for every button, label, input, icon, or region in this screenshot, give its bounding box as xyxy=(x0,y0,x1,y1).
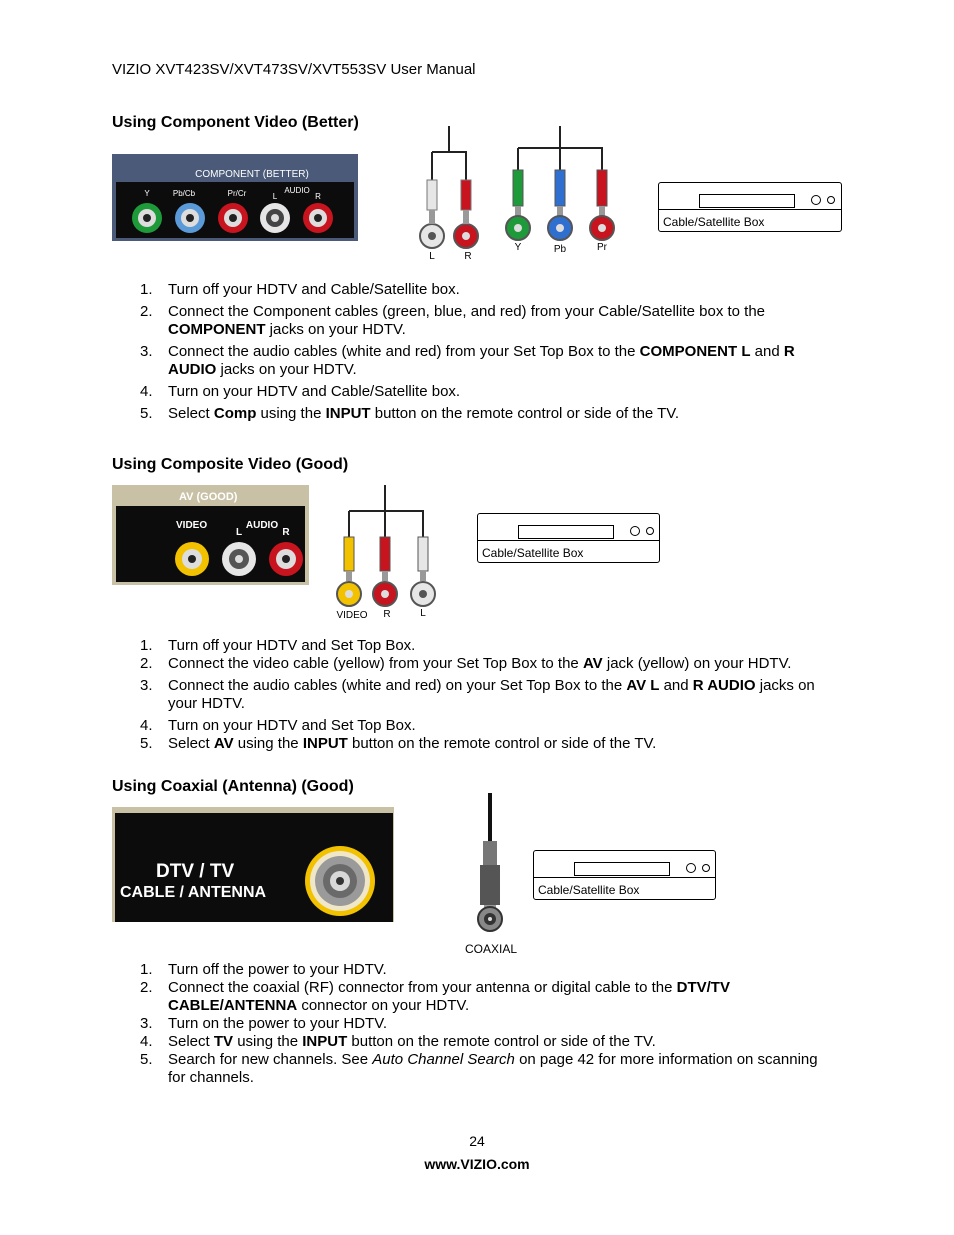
panel-label-y: Y xyxy=(144,189,150,198)
jack-audio-r-red-icon xyxy=(303,203,333,233)
box-label: Cable/Satellite Box xyxy=(663,215,765,229)
page-number: 24 xyxy=(469,1133,485,1149)
step-number: 5. xyxy=(140,405,153,422)
box-label: Cable/Satellite Box xyxy=(538,883,640,897)
panel-label-r: R xyxy=(282,527,290,538)
step-item: 3. Connect the audio cables (white and red) from your Set Top Box to the COMPONENT L and R AUDIO jacks on your HDTV. xyxy=(140,343,795,378)
step-item: 5. Select AV using the INPUT button on the remote control or side of the TV. xyxy=(140,735,657,752)
step-number: 2. xyxy=(140,655,153,672)
jack-audio-r-red-icon xyxy=(269,542,303,576)
step-item: 4. Turn on your HDTV and Cable/Satellite box. xyxy=(140,383,461,400)
step-item: 3. Turn on the power to your HDTV. xyxy=(140,1015,387,1032)
step-number: 1. xyxy=(140,281,153,298)
cable-label-pr: Pr xyxy=(597,242,607,253)
step-number: 3. xyxy=(140,343,153,360)
jack-audio-l-white-icon xyxy=(222,542,256,576)
panel-label-audio: AUDIO xyxy=(284,186,310,195)
coaxial-heading: Using Coaxial (Antenna) (Good) xyxy=(112,778,354,795)
page-header: VIZIO XVT423SV/XVT473SV/XVT553SV User Manual xyxy=(112,61,476,78)
cable-satellite-box-1 xyxy=(658,182,842,232)
jack-pb-blue-icon xyxy=(175,203,205,233)
panel-label-r: R xyxy=(315,192,321,201)
cable-label-r: R xyxy=(464,251,472,262)
step-item: 4. Select TV using the INPUT button on the remote control or side of the TV. xyxy=(140,1033,656,1050)
cable-satellite-box-2 xyxy=(477,513,660,563)
panel-label-pb: Pb/Cb xyxy=(172,189,196,198)
panel-label-audio: AUDIO xyxy=(245,520,279,531)
panel-label-l: L xyxy=(272,192,278,201)
composite-heading: Using Composite Video (Good) xyxy=(112,456,349,473)
cable-label-r: R xyxy=(383,609,391,620)
composite-panel-title: AV (GOOD) xyxy=(179,491,238,503)
coaxial-steps xyxy=(112,961,832,1087)
jack-pr-red-icon xyxy=(218,203,248,233)
composite-panel-image xyxy=(112,485,309,585)
jack-y-green-icon xyxy=(132,203,162,233)
step-number: 1. xyxy=(140,961,153,978)
cable-satellite-box-3 xyxy=(533,850,716,900)
jack-audio-l-white-icon xyxy=(260,203,290,233)
component-cables-image xyxy=(418,124,618,264)
cable-label-l: L xyxy=(429,251,435,262)
component-panel-image xyxy=(112,154,358,241)
step-number: 5. xyxy=(140,735,153,752)
step-number: 5. xyxy=(140,1051,153,1068)
cable-label-l: L xyxy=(420,608,426,619)
step-number: 4. xyxy=(140,383,153,400)
step-item: 5. Select Comp using the INPUT button on the remote control or side of the TV. xyxy=(140,405,680,422)
step-item: 4. Turn on your HDTV and Set Top Box. xyxy=(140,717,416,734)
panel-label-pr: Pr/Cr xyxy=(227,189,247,198)
step-number: 4. xyxy=(140,1033,153,1050)
component-panel-title: COMPONENT (BETTER) xyxy=(195,169,309,180)
step-number: 1. xyxy=(140,637,153,654)
component-steps xyxy=(112,281,832,423)
step-item: 3. Connect the audio cables (white and red) on your Set Top Box to the AV L and R AUDIO jacks on your HDTV. xyxy=(140,677,815,712)
footer-url: www.VIZIO.com xyxy=(424,1156,530,1172)
coaxial-panel-line2: CABLE / ANTENNA xyxy=(120,884,267,901)
step-item: 1. Turn off the power to your HDTV. xyxy=(140,961,387,978)
step-item: 2. Connect the coaxial (RF) connector from your antenna or digital cable to the DTV/TV CABLE/ANTENNA connector on your HDTV. xyxy=(140,979,730,1014)
jack-video-yellow-icon xyxy=(175,542,209,576)
step-item: 2. Connect the video cable (yellow) from your Set Top Box to the AV jack (yellow) on your HDTV. xyxy=(140,655,792,672)
step-number: 4. xyxy=(140,717,153,734)
component-heading: Using Component Video (Better) xyxy=(112,114,359,131)
step-number: 2. xyxy=(140,979,153,996)
step-item: 5. Search for new channels. See Auto Channel Search on page 42 for more information on scanning for channels. xyxy=(140,1051,818,1086)
coaxial-jack-icon xyxy=(305,846,375,916)
cable-label-pb: Pb xyxy=(553,244,567,255)
cable-label-video: VIDEO xyxy=(336,610,368,621)
step-number: 3. xyxy=(140,1015,153,1032)
composite-steps xyxy=(112,637,832,753)
coaxial-panel-line1: DTV / TV xyxy=(156,861,235,882)
coaxial-cable-image xyxy=(458,793,538,959)
coaxial-panel-image xyxy=(112,807,394,922)
step-number: 2. xyxy=(140,303,153,320)
cable-label-coaxial: COAXIAL xyxy=(464,942,518,956)
composite-cables-image xyxy=(332,485,436,623)
step-item: 1. Turn off your HDTV and Cable/Satellite box. xyxy=(140,281,460,298)
panel-label-video: VIDEO xyxy=(176,520,208,531)
cable-label-y: Y xyxy=(514,242,522,253)
panel-label-l: L xyxy=(235,527,243,538)
step-item: 1. Turn off your HDTV and Set Top Box. xyxy=(140,637,416,654)
box-label: Cable/Satellite Box xyxy=(482,546,584,560)
step-number: 3. xyxy=(140,677,153,694)
step-item: 2. Connect the Component cables (green, blue, and red) from your Cable/Satellite box to the COMPONENT jacks on your HDTV. xyxy=(140,303,766,338)
